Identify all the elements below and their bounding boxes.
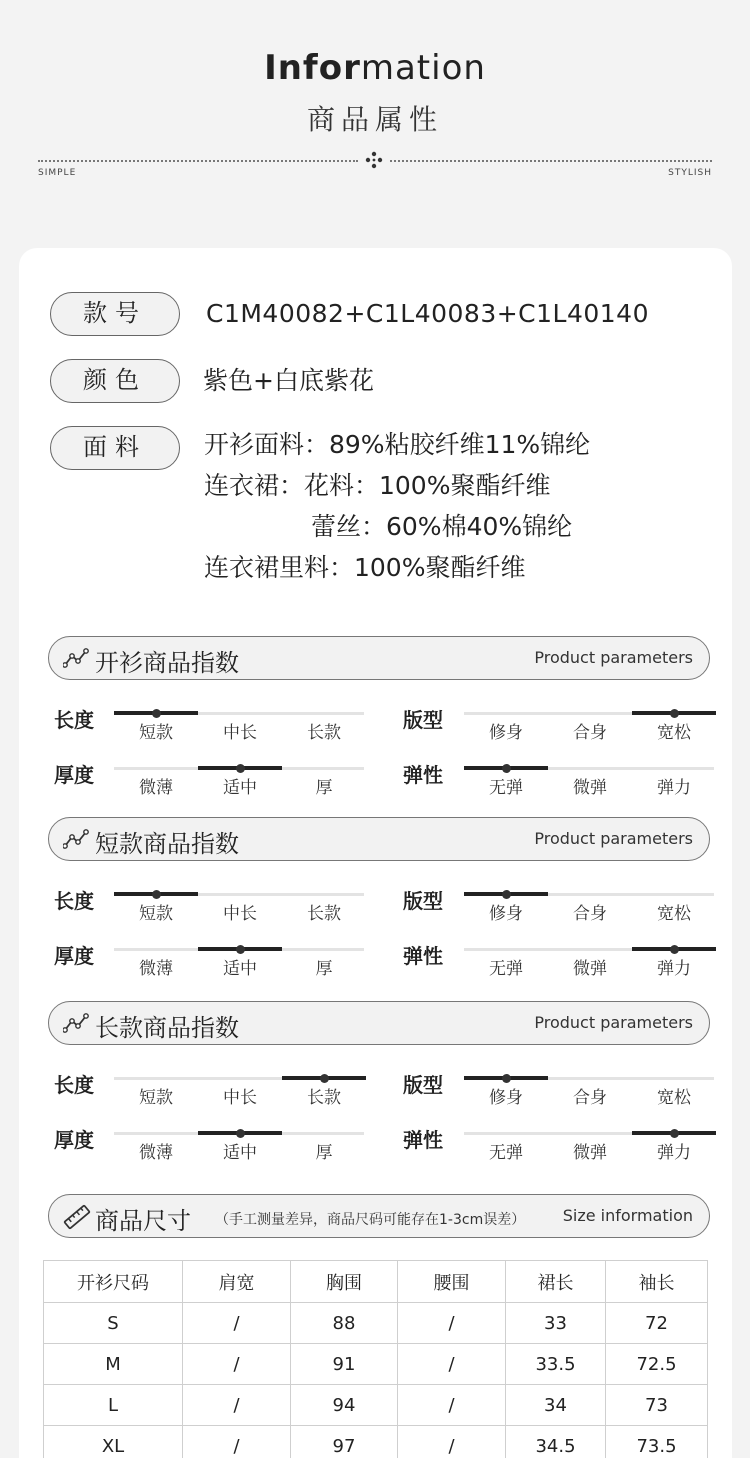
scale-option: 微薄: [139, 959, 173, 979]
index-row-label: 版型: [403, 889, 443, 913]
scale-option: 修身: [489, 723, 523, 743]
scale-option: 无弹: [489, 1143, 523, 1163]
scale-option: 适中: [223, 778, 257, 798]
table-cell: /: [183, 1344, 291, 1385]
table-cell: 91: [291, 1344, 398, 1385]
index-row-label: 长度: [54, 1073, 94, 1097]
size-table: [43, 1260, 708, 1458]
scale-option: 宽松: [657, 904, 691, 924]
table-cell: 97: [291, 1426, 398, 1458]
table-header-cell: 裙长: [506, 1261, 606, 1303]
scale-option: 短款: [139, 904, 173, 924]
header-title-rest: mation: [360, 48, 486, 88]
table-row: [44, 1426, 708, 1458]
index-row-label: 厚度: [54, 1128, 94, 1152]
section-header-bar: [48, 817, 710, 861]
table-cell: 94: [291, 1385, 398, 1426]
index-row-label: 长度: [54, 889, 94, 913]
table-cell: /: [398, 1385, 506, 1426]
table-cell: S: [44, 1303, 183, 1344]
size-note: （手工测量差异，商品尺码可能存在1-3cm误差）: [215, 1212, 526, 1228]
index-row-label: 弹性: [403, 763, 443, 787]
fabric-line: 蕾丝：60%棉40%锦纶: [311, 512, 573, 541]
scale-marker: [670, 1129, 679, 1138]
table-cell: /: [398, 1303, 506, 1344]
scale-option: 合身: [573, 723, 607, 743]
table-cell: 72: [606, 1303, 708, 1344]
table-header-cell: 袖长: [606, 1261, 708, 1303]
index-scale: [114, 1126, 364, 1166]
scale-option: 短款: [139, 1088, 173, 1108]
table-cell: L: [44, 1385, 183, 1426]
index-scale: [464, 1071, 714, 1111]
scale-option: 合身: [573, 904, 607, 924]
scale-option: 无弹: [489, 959, 523, 979]
scale-marker: [670, 945, 679, 954]
fabric-line: 连衣裙里料：100%聚酯纤维: [204, 553, 526, 582]
color-label-pill: 颜色: [50, 359, 180, 403]
scale-option: 弹力: [657, 778, 691, 798]
scale-option: 厚: [315, 778, 333, 798]
scale-marker: [502, 890, 511, 899]
size-header-bar: [48, 1194, 710, 1238]
table-row: [44, 1385, 708, 1426]
trend-line-icon: [63, 648, 89, 668]
table-cell: 34.5: [506, 1426, 606, 1458]
table-row: [44, 1303, 708, 1344]
scale-option: 适中: [223, 959, 257, 979]
scale-option: 合身: [573, 1088, 607, 1108]
scale-option: 厚: [315, 959, 333, 979]
four-dot-cross-icon: [365, 151, 383, 169]
scale-marker: [670, 709, 679, 718]
scale-option: 修身: [489, 904, 523, 924]
index-row-label: 版型: [403, 1073, 443, 1097]
table-cell: 33: [506, 1303, 606, 1344]
fabric-label-pill: 面料: [50, 426, 180, 470]
scale-marker: [236, 764, 245, 773]
index-row-label: 弹性: [403, 944, 443, 968]
scale-marker: [502, 764, 511, 773]
trend-line-icon: [63, 829, 89, 849]
scale-option: 微薄: [139, 778, 173, 798]
index-scale: [114, 761, 364, 801]
table-row: [44, 1344, 708, 1385]
index-scale: [114, 942, 364, 982]
scale-marker: [236, 1129, 245, 1138]
tag-simple: SIMPLE: [38, 168, 77, 178]
table-header-cell: 肩宽: [183, 1261, 291, 1303]
index-scale: [464, 887, 714, 927]
index-scale: [464, 942, 714, 982]
index-scale: [114, 1071, 364, 1111]
tag-stylish: STYLISH: [668, 168, 712, 178]
table-header-cell: 胸围: [291, 1261, 398, 1303]
section-en-label: Product parameters: [534, 1013, 693, 1032]
table-header-cell: 开衫尺码: [44, 1261, 183, 1303]
scale-option: 中长: [223, 1088, 257, 1108]
scale-option: 弹力: [657, 959, 691, 979]
index-row-label: 厚度: [54, 944, 94, 968]
section-title: 短款商品指数: [95, 830, 239, 858]
scale-option: 修身: [489, 1088, 523, 1108]
header-title-bold: Infor: [264, 48, 361, 88]
index-scale: [464, 1126, 714, 1166]
table-cell: M: [44, 1344, 183, 1385]
scale-option: 微弹: [573, 778, 607, 798]
section-en-label: Product parameters: [534, 829, 693, 848]
scale-marker: [152, 890, 161, 899]
table-cell: 34: [506, 1385, 606, 1426]
table-cell: /: [183, 1426, 291, 1458]
fabric-line: 连衣裙：花料：100%聚酯纤维: [204, 471, 551, 500]
size-title: 商品尺寸: [95, 1207, 191, 1235]
table-cell: 73: [606, 1385, 708, 1426]
size-en-label: Size information: [562, 1206, 693, 1225]
model-value: C1M40082+C1L40083+C1L40140: [206, 299, 649, 328]
header-subtitle: 商品属性: [306, 103, 443, 136]
color-value: 紫色+白底紫花: [203, 366, 374, 395]
index-scale: [114, 706, 364, 746]
table-cell: XL: [44, 1426, 183, 1458]
section-title: 长款商品指数: [95, 1014, 239, 1042]
divider-right: [390, 160, 712, 162]
table-cell: 33.5: [506, 1344, 606, 1385]
table-cell: 72.5: [606, 1344, 708, 1385]
index-row-label: 长度: [54, 708, 94, 732]
scale-option: 弹力: [657, 1143, 691, 1163]
trend-line-icon: [63, 1013, 89, 1033]
index-row-label: 版型: [403, 708, 443, 732]
ruler-icon: [63, 1204, 91, 1230]
header-title: [0, 48, 750, 88]
table-header-row: [44, 1261, 708, 1303]
section-en-label: Product parameters: [534, 648, 693, 667]
scale-option: 厚: [315, 1143, 333, 1163]
section-header-bar: [48, 636, 710, 680]
fabric-line: 开衫面料：89%粘胶纤维11%锦纶: [204, 430, 591, 459]
scale-option: 无弹: [489, 778, 523, 798]
table-cell: /: [183, 1385, 291, 1426]
scale-option: 微弹: [573, 1143, 607, 1163]
index-row-label: 弹性: [403, 1128, 443, 1152]
scale-marker: [320, 1074, 329, 1083]
table-header-cell: 腰围: [398, 1261, 506, 1303]
scale-option: 中长: [223, 723, 257, 743]
scale-option: 短款: [139, 723, 173, 743]
divider-left: [38, 160, 358, 162]
scale-marker: [152, 709, 161, 718]
scale-option: 长款: [307, 723, 341, 743]
table-cell: 73.5: [606, 1426, 708, 1458]
section-title: 开衫商品指数: [95, 649, 239, 677]
table-cell: /: [183, 1303, 291, 1344]
scale-marker: [502, 1074, 511, 1083]
scale-option: 长款: [307, 1088, 341, 1108]
table-cell: /: [398, 1426, 506, 1458]
scale-option: 宽松: [657, 1088, 691, 1108]
scale-option: 长款: [307, 904, 341, 924]
scale-option: 适中: [223, 1143, 257, 1163]
scale-option: 微薄: [139, 1143, 173, 1163]
index-scale: [114, 887, 364, 927]
section-header-bar: [48, 1001, 710, 1045]
scale-marker: [236, 945, 245, 954]
model-label-pill: 款号: [50, 292, 180, 336]
index-scale: [464, 706, 714, 746]
table-cell: /: [398, 1344, 506, 1385]
scale-option: 中长: [223, 904, 257, 924]
index-row-label: 厚度: [54, 763, 94, 787]
index-scale: [464, 761, 714, 801]
scale-option: 微弹: [573, 959, 607, 979]
scale-option: 宽松: [657, 723, 691, 743]
table-cell: 88: [291, 1303, 398, 1344]
